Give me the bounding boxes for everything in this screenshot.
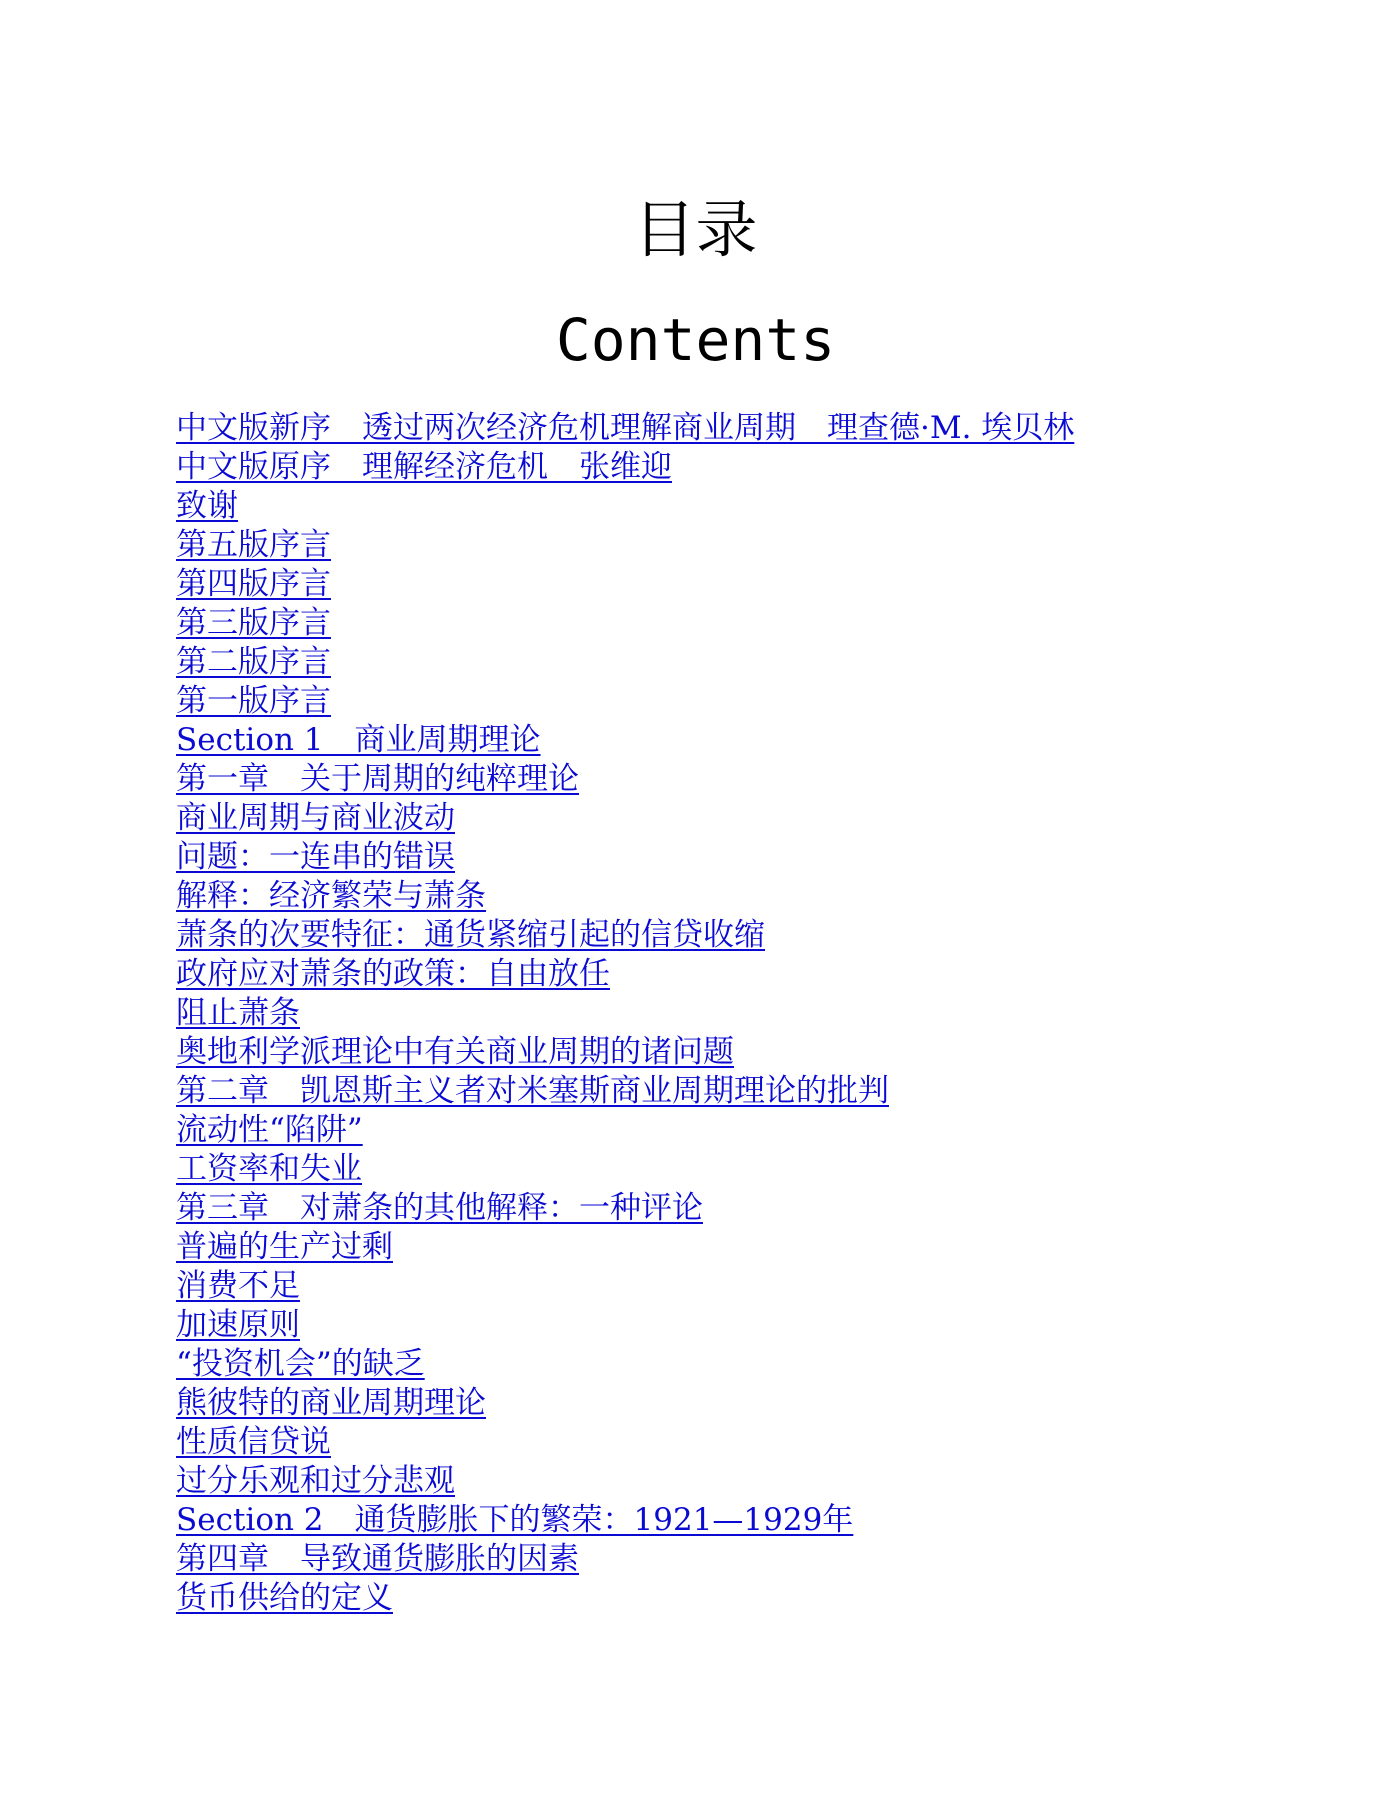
toc-link[interactable]: 第一章 关于周期的纯粹理论 [176,761,579,797]
toc-link[interactable]: Section 1 商业周期理论 [176,722,541,758]
toc-item [176,955,1074,994]
toc-link[interactable]: 过分乐观和过分悲观 [176,1463,455,1499]
toc-item [176,1306,1074,1345]
toc-link[interactable]: 第五版序言 [176,527,331,563]
toc-item [176,643,1074,682]
toc-item [176,448,1074,487]
toc-link[interactable]: 萧条的次要特征：通货紧缩引起的信贷收缩 [176,917,765,953]
toc-link[interactable]: 第二版序言 [176,644,331,680]
toc-link[interactable]: Section 2 通货膨胀下的繁荣：1921—1929年 [176,1502,854,1538]
toc-item [176,1150,1074,1189]
toc-link[interactable]: 奥地利学派理论中有关商业周期的诸问题 [176,1034,734,1070]
toc-link[interactable]: “投资机会”的缺乏 [176,1346,425,1382]
table-of-contents [176,409,1074,1618]
toc-item [176,1111,1074,1150]
toc-link[interactable]: 工资率和失业 [176,1151,362,1187]
toc-item [176,760,1074,799]
toc-item [176,721,1074,760]
toc-link[interactable]: 普遍的生产过剩 [176,1229,393,1265]
toc-item [176,1033,1074,1072]
toc-item [176,682,1074,721]
toc-item [176,1579,1074,1618]
toc-link[interactable]: 致谢 [176,488,238,524]
toc-link[interactable]: 流动性“陷阱” [176,1112,363,1148]
toc-item [176,877,1074,916]
toc-item [176,1384,1074,1423]
toc-item [176,409,1074,448]
toc-link[interactable]: 阻止萧条 [176,995,300,1031]
toc-item [176,1345,1074,1384]
toc-link[interactable]: 第三版序言 [176,605,331,641]
toc-link[interactable]: 第二章 凯恩斯主义者对米塞斯商业周期理论的批判 [176,1073,889,1109]
toc-link[interactable]: 中文版新序 透过两次经济危机理解商业周期 理查德·M. 埃贝林 [176,410,1075,446]
toc-item [176,604,1074,643]
toc-link[interactable]: 解释：经济繁荣与萧条 [176,878,486,914]
toc-link[interactable]: 第四版序言 [176,566,331,602]
toc-link[interactable]: 中文版原序 理解经济危机 张维迎 [176,449,672,485]
toc-item [176,838,1074,877]
toc-link[interactable]: 第一版序言 [176,683,331,719]
page-subtitle: Contents [555,306,836,374]
page-title: 目录 [633,193,758,266]
toc-link[interactable]: 熊彼特的商业周期理论 [176,1385,486,1421]
toc-item [176,1423,1074,1462]
toc-item [176,526,1074,565]
toc-link[interactable]: 货币供给的定义 [176,1580,393,1616]
toc-item [176,1189,1074,1228]
toc-link[interactable]: 消费不足 [176,1268,300,1304]
toc-item [176,1540,1074,1579]
toc-link[interactable]: 第三章 对萧条的其他解释：一种评论 [176,1190,703,1226]
toc-item [176,1462,1074,1501]
toc-link[interactable]: 加速原则 [176,1307,300,1343]
toc-link[interactable]: 商业周期与商业波动 [176,800,455,836]
toc-item [176,487,1074,526]
toc-link[interactable]: 第四章 导致通货膨胀的因素 [176,1541,579,1577]
toc-link[interactable]: 问题：一连串的错误 [176,839,455,875]
toc-link[interactable]: 政府应对萧条的政策：自由放任 [176,956,610,992]
toc-item [176,1228,1074,1267]
toc-item [176,1267,1074,1306]
toc-item [176,565,1074,604]
toc-item [176,1072,1074,1111]
toc-item [176,916,1074,955]
toc-item [176,799,1074,838]
toc-item [176,1501,1074,1540]
toc-item [176,994,1074,1033]
toc-link[interactable]: 性质信贷说 [176,1424,331,1460]
